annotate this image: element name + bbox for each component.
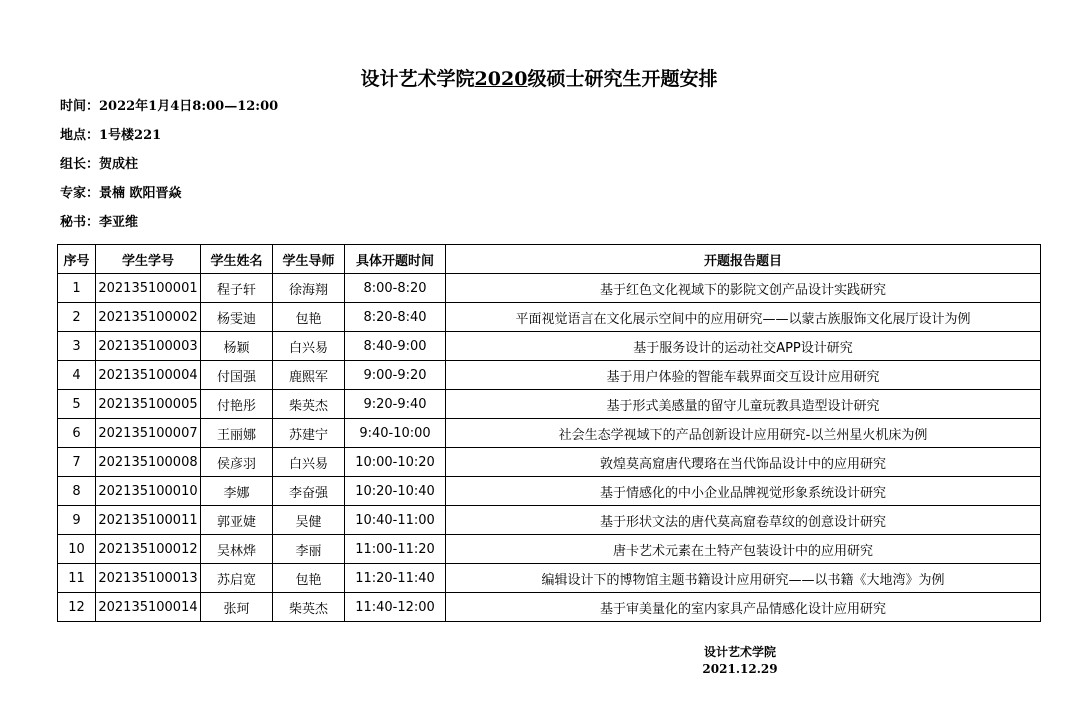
cell-advisor: 柴英杰 [273,390,345,419]
cell-time: 9:40-10:00 [345,419,446,448]
title-year: 2020 [474,68,528,90]
header-index: 序号 [58,245,96,274]
cell-topic: 基于服务设计的运动社交APP设计研究 [446,332,1041,361]
cell-index: 3 [58,332,96,361]
footer-org: 设计艺术学院 [703,645,776,659]
cell-index: 10 [58,535,96,564]
cell-topic: 基于审美量化的室内家具产品情感化设计应用研究 [446,593,1041,622]
cell-student-id: 202135100001 [96,274,201,303]
cell-time: 10:20-10:40 [345,477,446,506]
table-row [58,448,1041,477]
cell-time: 11:00-11:20 [345,535,446,564]
cell-student-name: 程子轩 [201,274,273,303]
cell-advisor: 吴健 [273,506,345,535]
cell-index: 6 [58,419,96,448]
cell-student-name: 杨颖 [201,332,273,361]
cell-student-name: 王丽娜 [201,419,273,448]
cell-student-name: 吴林烨 [201,535,273,564]
info-time: 时间：2022年1月4日8:00—12:00 [60,99,279,114]
cell-advisor: 苏建宁 [273,419,345,448]
cell-topic: 基于形状文法的唐代莫高窟卷草纹的创意设计研究 [446,506,1041,535]
table-row [58,332,1041,361]
cell-student-id: 202135100010 [96,477,201,506]
cell-student-id: 202135100008 [96,448,201,477]
cell-student-id: 202135100003 [96,332,201,361]
cell-time: 11:20-11:40 [345,564,446,593]
footer-date: 2021.12.29 [702,662,778,676]
table-row [58,535,1041,564]
cell-student-name: 侯彦羽 [201,448,273,477]
cell-advisor: 鹿熙军 [273,361,345,390]
table-header-row [58,245,1041,274]
header-time: 具体开题时间 [345,245,446,274]
cell-topic: 社会生态学视域下的产品创新设计应用研究-以兰州星火机床为例 [446,419,1041,448]
table-row [58,506,1041,535]
cell-advisor: 白兴易 [273,448,345,477]
table-row [58,593,1041,622]
schedule-table [57,244,1041,622]
cell-student-id: 202135100005 [96,390,201,419]
page-title [0,64,1078,91]
cell-student-name: 付国强 [201,361,273,390]
cell-time: 9:00-9:20 [345,361,446,390]
cell-index: 5 [58,390,96,419]
cell-student-id: 202135100012 [96,535,201,564]
info-experts: 专家：景楠 欧阳晋焱 [60,186,182,201]
cell-topic: 基于形式美感量的留守儿童玩教具造型设计研究 [446,390,1041,419]
cell-index: 2 [58,303,96,332]
cell-topic: 唐卡艺术元素在土特产包装设计中的应用研究 [446,535,1041,564]
cell-topic: 基于红色文化视域下的影院文创产品设计实践研究 [446,274,1041,303]
cell-advisor: 徐海翔 [273,274,345,303]
cell-index: 9 [58,506,96,535]
info-leader: 组长：贺成柱 [60,157,139,172]
cell-student-name: 杨雯迪 [201,303,273,332]
cell-student-name: 苏启宽 [201,564,273,593]
cell-advisor: 柴英杰 [273,593,345,622]
table-row [58,361,1041,390]
cell-student-name: 郭亚婕 [201,506,273,535]
title-suffix: 级硕士研究生开题安排 [527,68,718,90]
cell-advisor: 包艳 [273,303,345,332]
cell-topic: 平面视觉语言在文化展示空间中的应用研究——以蒙古族服饰文化展厅设计为例 [446,303,1041,332]
table-row [58,274,1041,303]
cell-index: 4 [58,361,96,390]
info-secretary: 秘书：李亚维 [60,215,139,230]
cell-topic: 编辑设计下的博物馆主题书籍设计应用研究——以书籍《大地湾》为例 [446,564,1041,593]
info-place: 地点：1号楼221 [60,128,162,143]
cell-time: 8:40-9:00 [345,332,446,361]
header-topic: 开题报告题目 [446,245,1041,274]
cell-student-id: 202135100013 [96,564,201,593]
table-row [58,390,1041,419]
cell-advisor: 白兴易 [273,332,345,361]
header-advisor: 学生导师 [273,245,345,274]
cell-student-id: 202135100002 [96,303,201,332]
header-student-id: 学生学号 [96,245,201,274]
cell-index: 11 [58,564,96,593]
cell-student-id: 202135100007 [96,419,201,448]
cell-topic: 基于用户体验的智能车载界面交互设计应用研究 [446,361,1041,390]
cell-topic: 基于情感化的中小企业品牌视觉形象系统设计研究 [446,477,1041,506]
cell-index: 1 [58,274,96,303]
table-row [58,419,1041,448]
title-prefix: 设计艺术学院 [360,68,475,90]
cell-student-id: 202135100014 [96,593,201,622]
cell-index: 12 [58,593,96,622]
cell-student-id: 202135100011 [96,506,201,535]
cell-time: 11:40-12:00 [345,593,446,622]
cell-index: 8 [58,477,96,506]
cell-time: 8:00-8:20 [345,274,446,303]
cell-index: 7 [58,448,96,477]
cell-topic: 敦煌莫高窟唐代璎珞在当代饰品设计中的应用研究 [446,448,1041,477]
cell-time: 10:40-11:00 [345,506,446,535]
cell-student-name: 李娜 [201,477,273,506]
cell-student-name: 张珂 [201,593,273,622]
cell-student-name: 付艳彤 [201,390,273,419]
cell-advisor: 李丽 [273,535,345,564]
cell-advisor: 李奋强 [273,477,345,506]
cell-student-id: 202135100004 [96,361,201,390]
header-student-name: 学生姓名 [201,245,273,274]
table-row [58,564,1041,593]
table-body [58,274,1041,622]
cell-time: 8:20-8:40 [345,303,446,332]
cell-advisor: 包艳 [273,564,345,593]
table-row [58,303,1041,332]
table-row [58,477,1041,506]
cell-time: 10:00-10:20 [345,448,446,477]
cell-time: 9:20-9:40 [345,390,446,419]
